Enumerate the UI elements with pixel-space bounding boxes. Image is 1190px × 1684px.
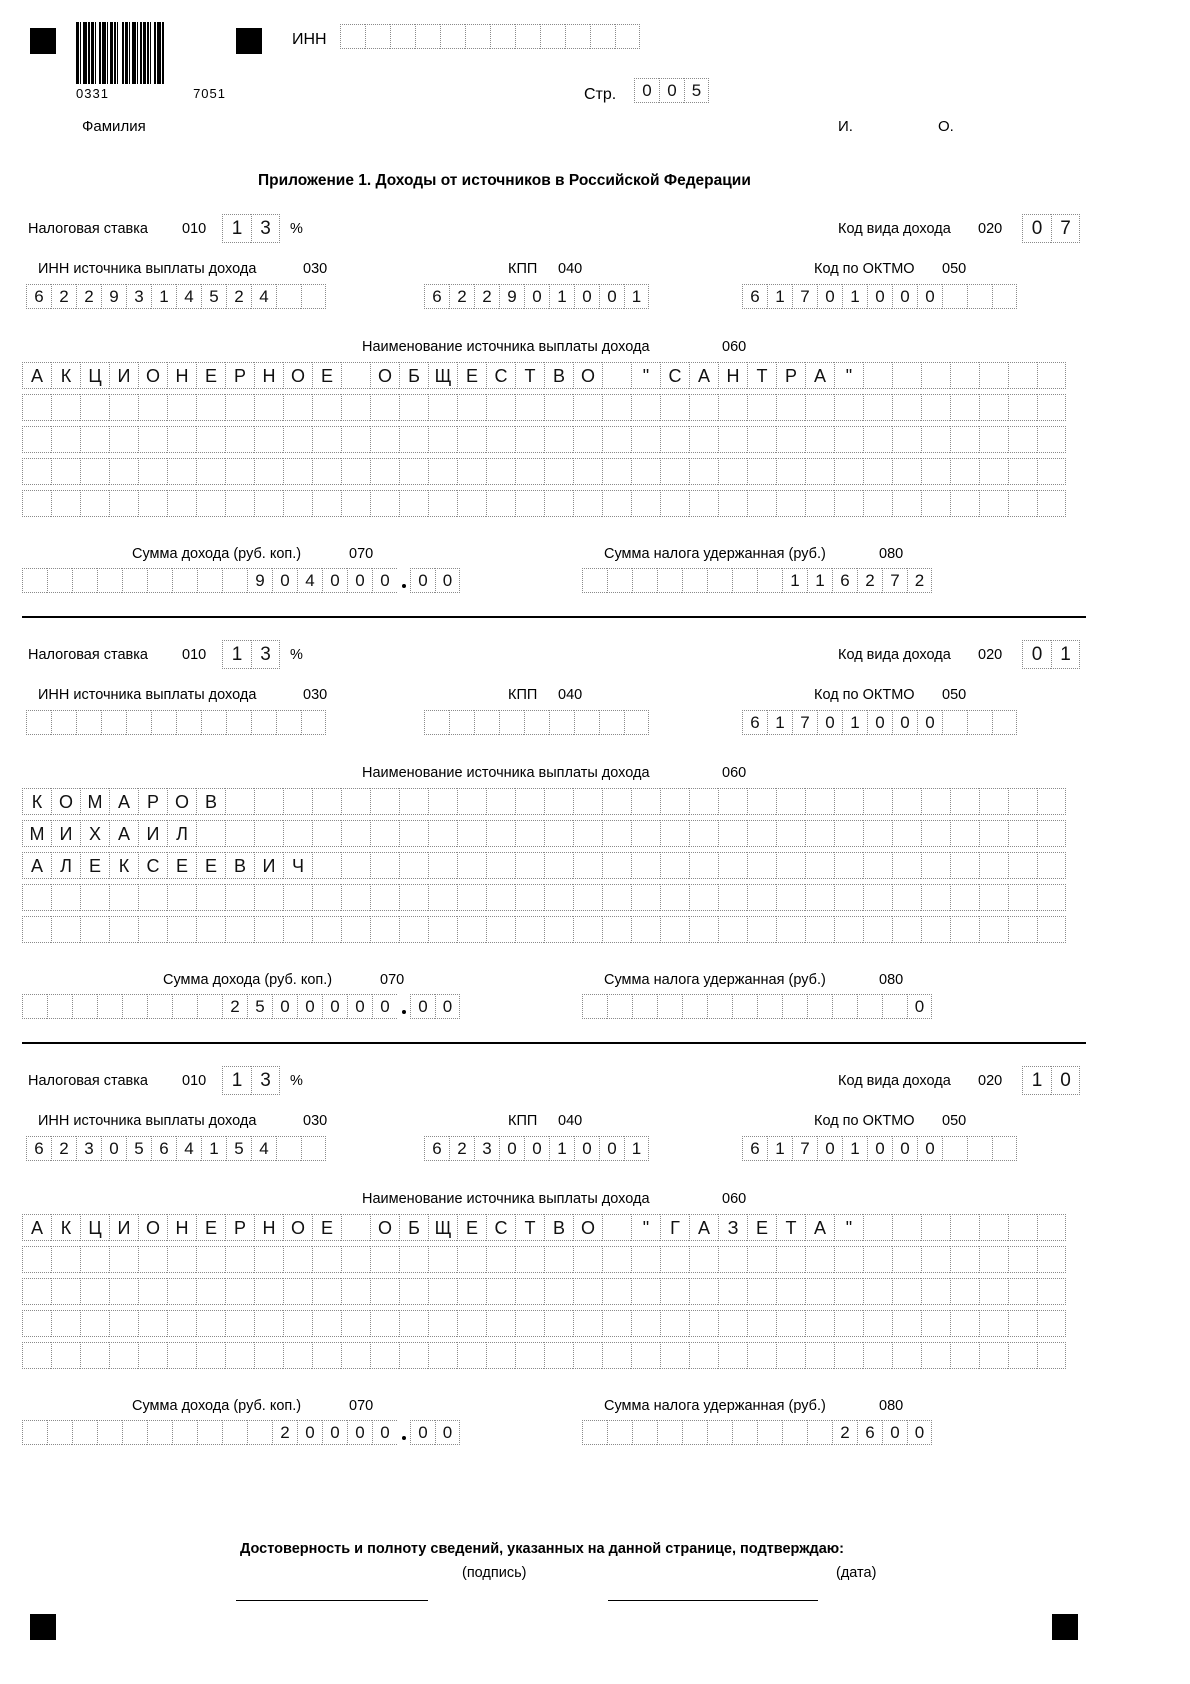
surname-label: Фамилия: [82, 118, 146, 135]
kpp-num-2: 040: [558, 687, 583, 703]
tax-withheld-input-2[interactable]: 0: [582, 994, 932, 1019]
source-name-num-3: 060: [722, 1191, 747, 1207]
source-name-line-1-3[interactable]: [22, 426, 1066, 453]
income-sum-num-1: 070: [349, 546, 374, 562]
oktmo-num-2: 050: [942, 687, 967, 703]
confirmation-text: Достоверность и полноту сведений, указанных на данной странице, подтверждаю:: [240, 1541, 844, 1557]
oktmo-input-2[interactable]: 6 1 7 0 1 0 0 0: [742, 710, 1017, 735]
kpp-label-3: КПП: [508, 1113, 538, 1129]
signature-caption: (подпись): [462, 1565, 527, 1581]
source-name-label-1: Наименование источника выплаты дохода: [362, 339, 650, 355]
tax-rate-label-3: Налоговая ставка: [28, 1073, 148, 1089]
source-name-line-2-1[interactable]: К О М А Р О В: [22, 788, 1066, 815]
percent-sign-2: %: [290, 647, 303, 663]
source-name-line-2-4[interactable]: [22, 884, 1066, 911]
income-kind-num-3: 020: [978, 1073, 1003, 1089]
income-kind-input-1[interactable]: 0 7: [1022, 214, 1080, 243]
tax-rate-code-3: 010: [182, 1073, 207, 1089]
tax-rate-input-3[interactable]: 1 3: [222, 1066, 280, 1095]
source-name-line-1-4[interactable]: [22, 458, 1066, 485]
tax-withheld-num-2: 080: [879, 972, 904, 988]
income-kind-label-2: Код вида дохода: [838, 647, 951, 663]
percent-sign-1: %: [290, 221, 303, 237]
oktmo-label-2: Код по ОКТМО: [814, 687, 915, 703]
corner-mark-top-left: [30, 28, 56, 54]
kpp-label-1: КПП: [508, 261, 538, 277]
tax-withheld-input-3[interactable]: 2 6 0 0: [582, 1420, 932, 1445]
kpp-num-3: 040: [558, 1113, 583, 1129]
tax-withheld-num-3: 080: [879, 1398, 904, 1414]
source-name-line-1-2[interactable]: [22, 394, 1066, 421]
signature-line: [236, 1600, 428, 1601]
inn-source-label-3: ИНН источника выплаты дохода: [38, 1113, 257, 1129]
inn-source-num-2: 030: [303, 687, 328, 703]
income-sum-label-2: Сумма дохода (руб. коп.): [163, 972, 333, 988]
income-sum-label-3: Сумма дохода (руб. коп.): [132, 1398, 302, 1414]
initial-2-label: О.: [938, 118, 954, 135]
source-name-line-3-5[interactable]: [22, 1342, 1066, 1369]
kpp-input-1[interactable]: 6 2 2 9 0 1 0 0 1: [424, 284, 649, 309]
income-kind-num-2: 020: [978, 647, 1003, 663]
source-name-line-2-2[interactable]: М И Х А И Л: [22, 820, 1066, 847]
oktmo-input-1[interactable]: 6 1 7 0 1 0 0 0: [742, 284, 1017, 309]
source-name-line-2-3[interactable]: А Л Е К С Е Е В И Ч: [22, 852, 1066, 879]
income-kind-num-1: 020: [978, 221, 1003, 237]
tax-withheld-label-2: Сумма налога удержанная (руб.): [604, 972, 826, 988]
tax-rate-label-2: Налоговая ставка: [28, 647, 148, 663]
source-name-line-1-5[interactable]: [22, 490, 1066, 517]
corner-mark-bottom-left: [30, 1614, 56, 1640]
source-name-label-2: Наименование источника выплаты дохода: [362, 765, 650, 781]
barcode-image: [76, 22, 216, 84]
tax-withheld-label-1: Сумма налога удержанная (руб.): [604, 546, 826, 562]
initial-1-label: И.: [838, 118, 853, 135]
page-number-input[interactable]: 0 0 5: [634, 78, 709, 103]
inn-source-num-3: 030: [303, 1113, 328, 1129]
tax-rate-code-2: 010: [182, 647, 207, 663]
oktmo-input-3[interactable]: 6 1 7 0 1 0 0 0: [742, 1136, 1017, 1161]
block-separator-1: [22, 616, 1086, 618]
tax-rate-input-2[interactable]: 1 3: [222, 640, 280, 669]
oktmo-num-1: 050: [942, 261, 967, 277]
source-name-label-3: Наименование источника выплаты дохода: [362, 1191, 650, 1207]
inn-source-label-2: ИНН источника выплаты дохода: [38, 687, 257, 703]
tax-withheld-label-3: Сумма налога удержанная (руб.): [604, 1398, 826, 1414]
inn-source-input-1[interactable]: 6 2 2 9 3 1 4 5 2 4: [26, 284, 326, 309]
source-name-line-3-1[interactable]: А К Ц И О Н Е Р Н О Е О Б Щ Е С Т В О " Г А З Е Т А ": [22, 1214, 1066, 1241]
source-name-line-3-3[interactable]: [22, 1278, 1066, 1305]
oktmo-label-3: Код по ОКТМО: [814, 1113, 915, 1129]
income-kind-input-2[interactable]: 0 1: [1022, 640, 1080, 669]
income-sum-input-2[interactable]: 2 5 0 0 0 0 0 0 0: [22, 994, 460, 1019]
oktmo-label-1: Код по ОКТМО: [814, 261, 915, 277]
kpp-input-2[interactable]: [424, 710, 649, 735]
inn-source-num-1: 030: [303, 261, 328, 277]
block-separator-2: [22, 1042, 1086, 1044]
tax-rate-input-1[interactable]: 1 3: [222, 214, 280, 243]
source-name-num-1: 060: [722, 339, 747, 355]
page-title: Приложение 1. Доходы от источников в Российской Федерации: [258, 172, 751, 189]
inn-source-label-1: ИНН источника выплаты дохода: [38, 261, 257, 277]
tax-withheld-num-1: 080: [879, 546, 904, 562]
page-label: Стр.: [584, 86, 617, 103]
barcode-number-left: 0331: [76, 86, 109, 101]
date-line: [608, 1600, 818, 1601]
barcode-numbers: [76, 86, 226, 101]
income-sum-input-3[interactable]: 2 0 0 0 0 0 0: [22, 1420, 460, 1445]
inn-source-input-2[interactable]: [26, 710, 326, 735]
tax-rate-label-1: Налоговая ставка: [28, 221, 148, 237]
kpp-input-3[interactable]: 6 2 3 0 0 1 0 0 1: [424, 1136, 649, 1161]
source-name-num-2: 060: [722, 765, 747, 781]
percent-sign-3: %: [290, 1073, 303, 1089]
income-sum-input-1[interactable]: 9 0 4 0 0 0 0 0: [22, 568, 460, 593]
source-name-line-2-5[interactable]: [22, 916, 1066, 943]
oktmo-num-3: 050: [942, 1113, 967, 1129]
inn-label: ИНН: [292, 31, 327, 48]
corner-mark-bottom-right: [1052, 1614, 1078, 1640]
source-name-line-3-4[interactable]: [22, 1310, 1066, 1337]
inn-source-input-3[interactable]: 6 2 3 0 5 6 4 1 5 4: [26, 1136, 326, 1161]
inn-input[interactable]: [340, 24, 640, 49]
tax-withheld-input-1[interactable]: 1 1 6 2 7 2: [582, 568, 932, 593]
income-sum-label-1: Сумма дохода (руб. коп.): [132, 546, 302, 562]
income-kind-label-1: Код вида дохода: [838, 221, 951, 237]
tax-rate-code-1: 010: [182, 221, 207, 237]
income-sum-num-2: 070: [380, 972, 405, 988]
kpp-label-2: КПП: [508, 687, 538, 703]
date-caption: (дата): [836, 1565, 877, 1581]
income-sum-num-3: 070: [349, 1398, 374, 1414]
source-name-line-1-1[interactable]: А К Ц И О Н Е Р Н О Е О Б Щ Е С Т В О " С А Н Т Р А ": [22, 362, 1066, 389]
kpp-num-1: 040: [558, 261, 583, 277]
source-name-line-3-2[interactable]: [22, 1246, 1066, 1273]
income-kind-input-3[interactable]: 1 0: [1022, 1066, 1080, 1095]
income-kind-label-3: Код вида дохода: [838, 1073, 951, 1089]
corner-mark-top-inner: [236, 28, 262, 54]
barcode-number-right: 7051: [193, 86, 226, 101]
